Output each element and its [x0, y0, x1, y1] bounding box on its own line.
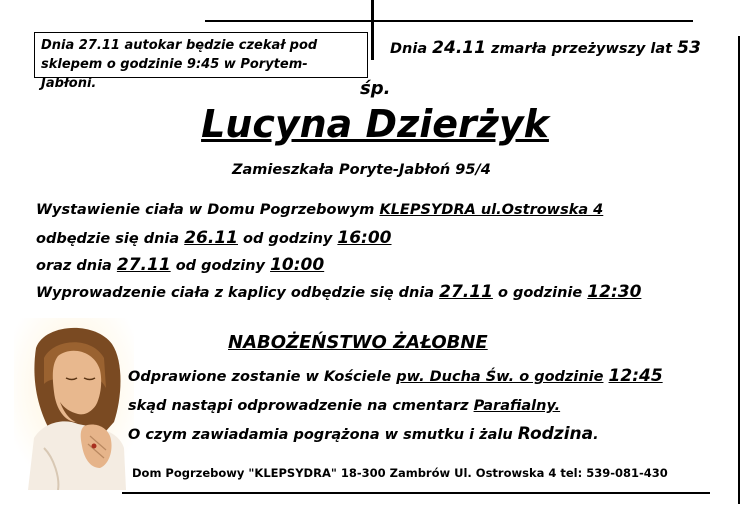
- viewing-date-2: 27.11: [116, 255, 171, 275]
- viewing-date-1: 26.11: [184, 228, 238, 248]
- church: pw. Ducha Św. o godzinie: [396, 369, 604, 385]
- address: Zamieszkała Poryte-Jabłoń 95/4: [232, 162, 491, 178]
- death-line: Dnia 24.11 zmarła przeżywszy lat 53: [390, 38, 701, 58]
- family: Rodzina: [517, 424, 594, 444]
- cemetery: Parafialny.: [473, 398, 561, 414]
- procession-time: 12:30: [587, 282, 642, 302]
- jesus-praying-image: [14, 318, 134, 490]
- death-age: 53: [677, 38, 701, 58]
- frame-top-right: [393, 20, 693, 22]
- footer-contact: Dom Pogrzebowy "KLEPSYDRA" 18-300 Zambrów Ul. Ostrowska 4 tel: 539-081-430: [132, 466, 668, 480]
- mass-line2: skąd nastąpi odprowadzenie na cmentarz Parafialny.: [128, 398, 561, 414]
- deceased-name: Lucyna Dzierżyk: [201, 102, 549, 146]
- mass-line3: O czym zawiadamia pogrążona w smutku i żalu Rodzina.: [128, 424, 599, 444]
- bus-notice: [34, 32, 368, 91]
- frame-top-left: [205, 20, 352, 22]
- mass-heading: NABOŻEŃSTWO ŻAŁOBNE: [228, 332, 488, 353]
- bus-notice-line1: Dnia 27.11 autokar będzie czekał pod: [41, 38, 318, 53]
- death-date: 24.11: [432, 38, 486, 58]
- viewing-line2: odbędzie się dnia 26.11 od godziny 16:00: [36, 228, 392, 248]
- viewing-time-2: 10:00: [270, 255, 325, 275]
- viewing-line3: oraz dnia 27.11 od godziny 10:00: [36, 255, 325, 275]
- procession-date: 27.11: [439, 282, 493, 302]
- mass-time: 12:45: [608, 366, 663, 386]
- viewing-line4: Wyprowadzenie ciała z kaplicy odbędzie się dnia 27.11 o godzinie 12:30: [36, 282, 642, 302]
- frame-bottom: [122, 492, 710, 494]
- viewing-time-1: 16:00: [337, 228, 392, 248]
- funeral-home: KLEPSYDRA ul.Ostrowska 4: [379, 202, 604, 218]
- sp-label: śp.: [360, 78, 391, 99]
- mass-line1: Odprawione zostanie w Kościele pw. Ducha Św. o godzinie 12:45: [128, 366, 663, 386]
- viewing-line1: Wystawienie ciała w Domu Pogrzebowym KLEPSYDRA ul.Ostrowska 4: [36, 202, 604, 218]
- bus-notice-line2: sklepem o godzinie 9:45 w Porytem-Jabłoni.: [41, 57, 308, 91]
